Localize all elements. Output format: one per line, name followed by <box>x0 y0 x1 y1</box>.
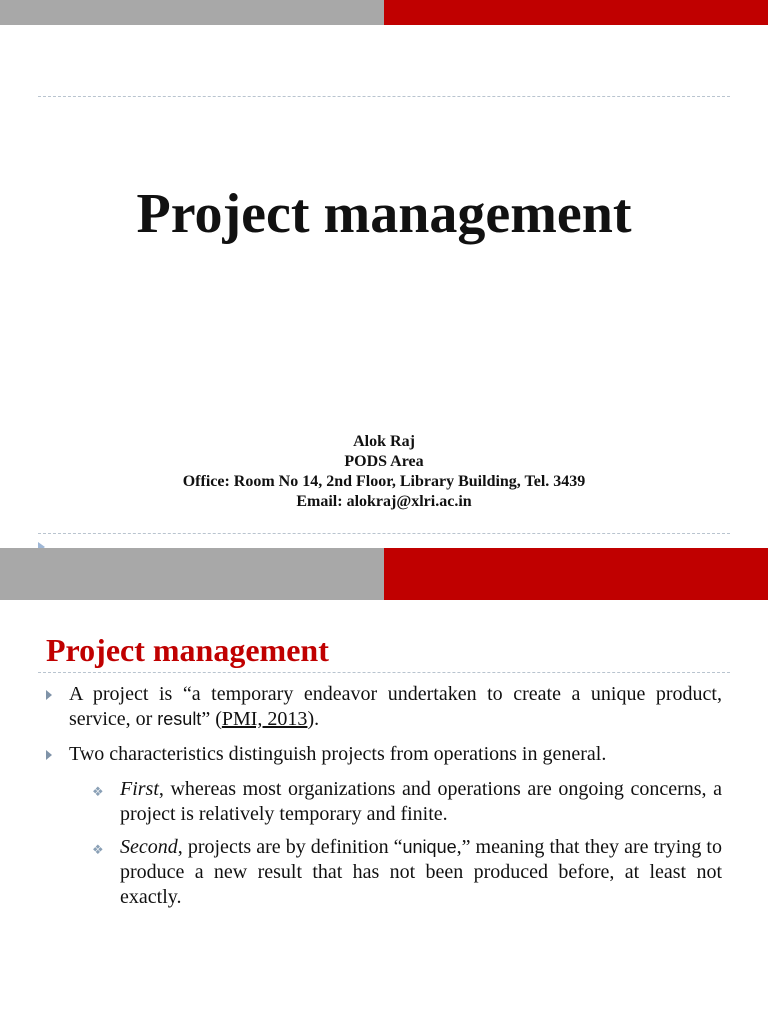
author-office: Office: Room No 14, 2nd Floor, Library Building, Tel. 3439 <box>182 473 586 490</box>
bullet-list <box>46 682 722 918</box>
bullet-text: result <box>157 709 202 729</box>
sub-bullet-text: , whereas most organizations and operations are ongoing concerns, a project is relatively temporary and finite. <box>120 778 722 825</box>
bullet-text: ). <box>307 708 320 730</box>
top-color-bar <box>0 0 768 25</box>
red-bar-segment <box>384 548 768 600</box>
author-name: Alok Raj <box>353 433 415 450</box>
author-email: Email: alokraj@xlri.ac.in <box>296 493 472 510</box>
content-slide <box>0 548 768 1024</box>
slide-heading: Project management <box>46 632 329 668</box>
author-area: PODS Area <box>344 453 424 470</box>
gray-bar-segment <box>0 0 384 25</box>
sub-bullet-lead: First <box>120 778 159 800</box>
sub-bullet-item <box>46 777 722 827</box>
dashed-divider <box>38 672 730 673</box>
author-block <box>0 432 768 512</box>
dashed-divider <box>38 533 730 534</box>
sub-bullet-text: ,” meaning that they are trying to produce a new result that has not been produced before, at least not exactly. <box>120 836 722 908</box>
citation-link[interactable]: PMI, 2013 <box>221 708 308 730</box>
sub-bullet-item <box>46 835 722 910</box>
gray-bar-segment <box>0 548 384 600</box>
sub-bullet-lead: Second <box>120 836 178 858</box>
diamond-bullet-icon: ❖ <box>92 842 104 857</box>
triangle-bullet-icon <box>46 750 52 760</box>
red-bar-segment <box>384 0 768 25</box>
bullet-item <box>46 682 722 732</box>
dashed-divider <box>38 96 730 97</box>
diamond-bullet-icon: ❖ <box>92 784 104 799</box>
slide-title: Project management <box>136 183 632 245</box>
sub-bullet-text: , projects are by definition “ <box>177 836 403 858</box>
bullet-text: Two characteristics distinguish projects from operations in general. <box>69 743 607 765</box>
top-color-bar <box>0 548 768 600</box>
bullet-text: A project is “a temporary endeavor undertaken to create a unique product, service, or <box>69 683 722 730</box>
bullet-text: ” ( <box>201 708 222 730</box>
triangle-bullet-icon <box>46 690 52 700</box>
bullet-item <box>46 742 722 767</box>
sub-bullet-text: unique <box>402 837 457 857</box>
